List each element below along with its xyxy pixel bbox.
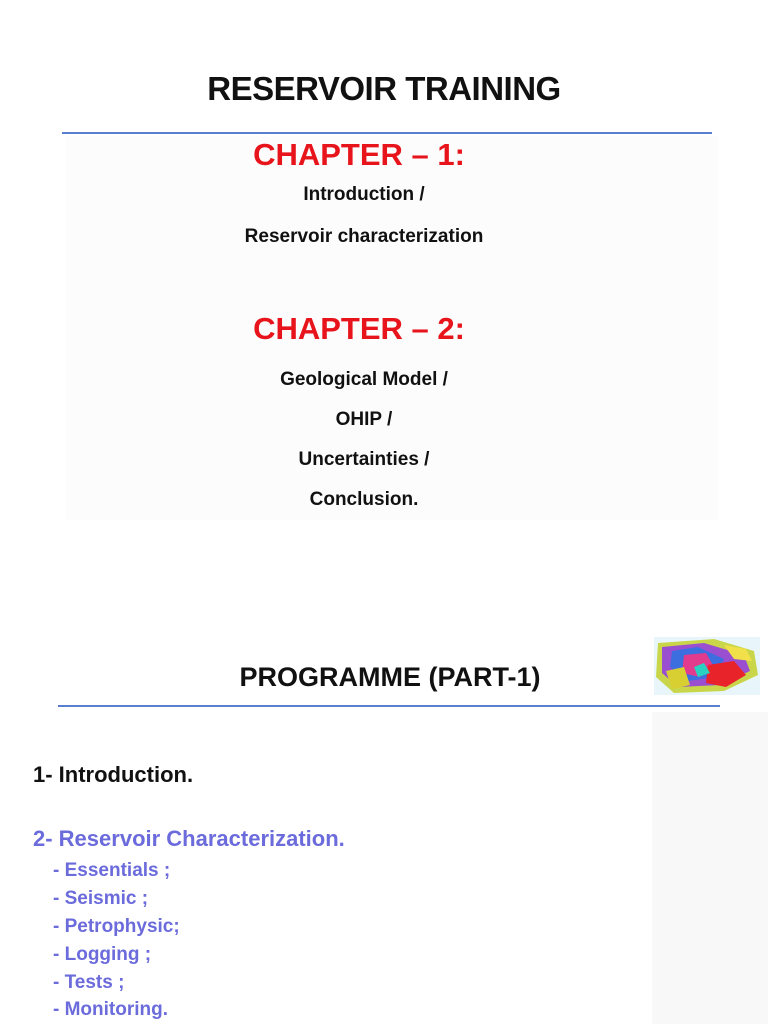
programme-subitem: - Logging ; [53,944,152,965]
chapter2-item: Uncertainties / [298,449,430,470]
slide1-divider [62,132,712,134]
programme-subitem: - Tests ; [53,972,125,993]
chapter2-item: OHIP / [335,409,393,430]
chapter1-item: Reservoir characterization [244,226,484,247]
slide2-title: PROGRAMME (PART-1) [239,662,541,692]
chapter1-heading: CHAPTER – 1: [253,137,465,172]
slide2-divider [58,705,720,707]
programme-subitem: - Petrophysic; [53,916,180,937]
programme-subitem: - Monitoring. [53,999,169,1020]
chapter2-item: Geological Model / [280,369,448,390]
slide2-side-panel [652,712,768,1024]
chapter1-item: Introduction / [303,184,425,205]
programme-subitem: - Seismic ; [53,888,149,909]
slide1-title: RESERVOIR TRAINING [207,70,561,107]
programme-item-1: 1- Introduction. [33,762,194,787]
chapter2-heading: CHAPTER – 2: [253,311,465,346]
chapter2-item: Conclusion. [309,489,419,510]
programme-item-2: 2- Reservoir Characterization. [33,826,345,851]
programme-subitem: - Essentials ; [53,860,171,881]
